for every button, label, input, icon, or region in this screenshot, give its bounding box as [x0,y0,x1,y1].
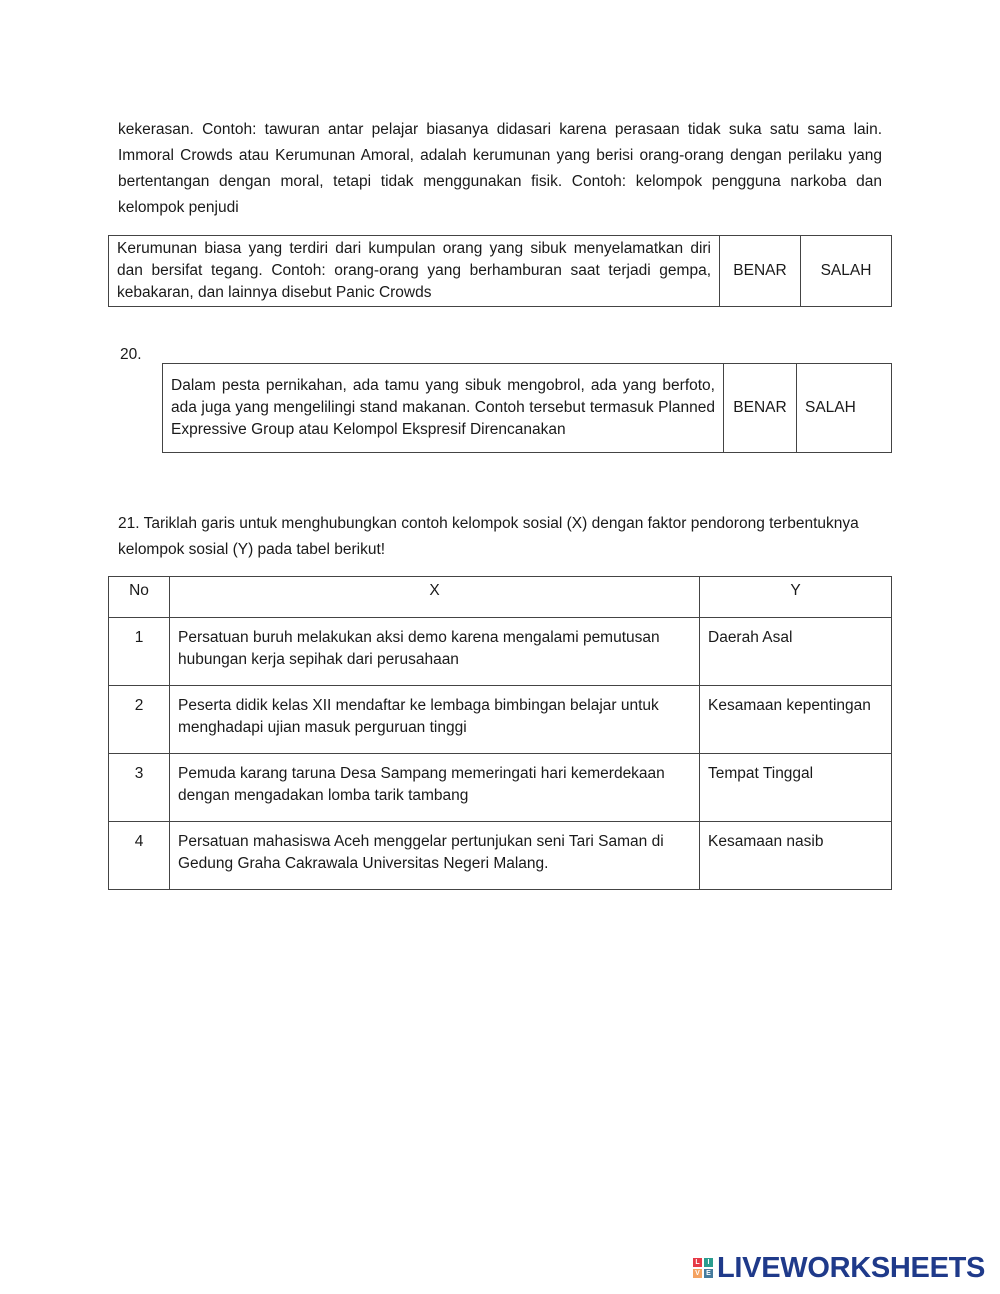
logo-mark-e: E [704,1269,713,1278]
row-y-cell[interactable]: Tempat Tinggal [700,754,892,822]
table-row [109,822,892,890]
liveworksheets-mark-icon [693,1258,713,1278]
question-19-benar-option[interactable]: BENAR [720,236,801,307]
row-x-cell[interactable]: Persatuan mahasiswa Aceh menggelar pertunjukan seni Tari Saman di Gedung Graha Cakrawala Universitas Negeri Malang. [170,822,700,890]
row-y-cell[interactable]: Kesamaan kepentingan [700,686,892,754]
question-20-benar-option[interactable]: BENAR [724,364,797,453]
row-x-cell[interactable]: Peserta didik kelas XII mendaftar ke lembaga bimbingan belajar untuk menghadapi ujian masuk perguruan tinggi [170,686,700,754]
logo-mark-i: I [704,1258,713,1267]
question-21-prompt: 21. Tariklah garis untuk menghubungkan contoh kelompok sosial (X) dengan faktor pendorong terbentuknya kelompok sosial (Y) pada tabel berikut! [118,515,859,558]
question-20-number: 20. [120,346,142,363]
header-x: X [170,577,700,618]
row-x-cell[interactable]: Persatuan buruh melakukan aksi demo karena mengalami pemutusan hubungan kerja sepihak dari perusahaan [170,618,700,686]
question-20-salah-option[interactable]: SALAH [797,364,892,453]
question-19-salah-option[interactable]: SALAH [801,236,892,307]
row-number: 3 [109,754,170,822]
logo-mark-v: V [693,1269,702,1278]
row-y-cell[interactable]: Daerah Asal [700,618,892,686]
row-number: 2 [109,686,170,754]
matching-table [108,576,892,890]
question-20-statement: Dalam pesta pernikahan, ada tamu yang sibuk mengobrol, ada yang berfoto, ada juga yang mengelilingi stand makanan. Contoh tersebut termasuk Planned Expressive Group atau Kelompol Ekspresif Direncanakan [163,364,724,453]
liveworksheets-logo [693,1253,985,1283]
true-false-question-19 [108,235,892,307]
row-y-cell[interactable]: Kesamaan nasib [700,822,892,890]
row-x-cell[interactable]: Pemuda karang taruna Desa Sampang memeringati hari kemerdekaan dengan mengadakan lomba tarik tambang [170,754,700,822]
table-row [109,686,892,754]
logo-mark-l: L [693,1258,702,1267]
question-19-statement: Kerumunan biasa yang terdiri dari kumpulan orang yang sibuk menyelamatkan diri dan bersifat tegang. Contoh: orang-orang yang berhamburan saat terjadi gempa, kebakaran, dan lainnya disebut Panic Crowds [109,236,720,307]
table-header-row [109,577,892,618]
row-number: 4 [109,822,170,890]
header-no: No [109,577,170,618]
logo-text: LIVEWORKSHEETS [717,1251,986,1284]
header-y: Y [700,577,892,618]
table-row [109,618,892,686]
true-false-question-20 [162,363,892,453]
table-row [109,754,892,822]
intro-paragraph: kekerasan. Contoh: tawuran antar pelajar biasanya didasari karena perasaan tidak suka satu sama lain. Immoral Crowds atau Kerumunan Amoral, adalah kerumunan yang berisi orang-orang dengan perilaku yang bertentangan dengan moral, tetapi tidak menggunakan fisik. Contoh: kelompok pengguna narkoba dan kelompok penjudi [118,121,882,216]
row-number: 1 [109,618,170,686]
